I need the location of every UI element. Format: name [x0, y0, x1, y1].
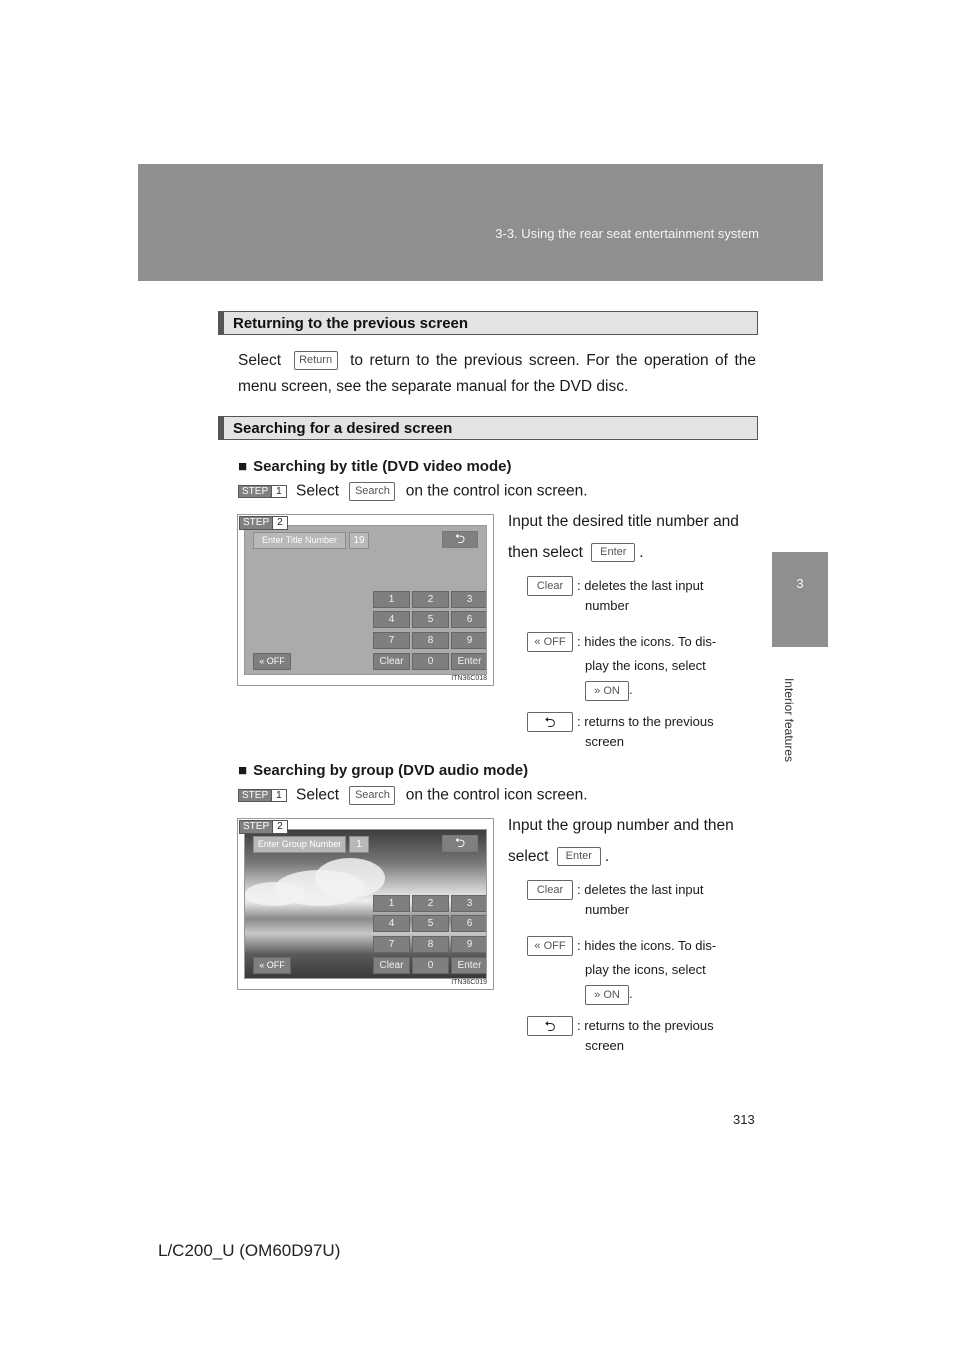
off-button[interactable]	[253, 653, 291, 670]
legend-line: play the icons, select	[585, 658, 706, 673]
key-8[interactable]: 8	[412, 632, 449, 649]
step-label: STEP	[239, 486, 271, 497]
instruction-text: Input the desired title number and then select	[508, 513, 739, 561]
key-3[interactable]: 3	[451, 895, 487, 912]
screenshot-title-number	[237, 514, 494, 686]
key-2[interactable]: 2	[412, 895, 449, 912]
rse-screen	[244, 525, 487, 675]
step-badge	[239, 820, 288, 834]
key-1[interactable]: 1	[373, 591, 410, 608]
step1-line	[296, 482, 588, 501]
step-label: STEP	[240, 821, 272, 833]
legend-line: screen	[585, 1038, 625, 1053]
chapter-label	[779, 655, 799, 785]
step1-line	[296, 786, 588, 805]
cloud-shape	[315, 858, 385, 898]
legend-colon: :	[577, 938, 581, 953]
key-0[interactable]: 0	[412, 653, 449, 670]
search-key: Search	[349, 482, 395, 501]
off-key-label: OFF	[543, 636, 566, 648]
key-6[interactable]: 6	[451, 915, 487, 932]
clear-key: Clear	[527, 576, 573, 596]
step-number: 1	[271, 790, 286, 801]
off-label: OFF	[266, 656, 285, 666]
header-band	[138, 164, 823, 281]
legend-line: number	[585, 902, 630, 917]
key-5[interactable]: 5	[412, 611, 449, 628]
step-text: Select	[296, 786, 340, 804]
legend-text	[577, 576, 757, 616]
double-chevron-left-icon: «	[534, 636, 541, 648]
key-7[interactable]: 7	[373, 632, 410, 649]
step-badge	[238, 789, 287, 802]
subheading-text: Searching by title (DVD video mode)	[253, 458, 512, 475]
double-chevron-right-icon: »	[594, 988, 601, 1001]
section-title: 3-3. Using the rear seat entertainment system	[495, 226, 759, 241]
search-key: Search	[349, 786, 395, 805]
key-enter[interactable]: Enter	[451, 957, 487, 974]
para-text: Select	[238, 352, 282, 369]
document-code: L/C200_U (OM60D97U)	[158, 1241, 341, 1260]
subheading-text: Searching by group (DVD audio mode)	[253, 762, 529, 779]
return-arrow-icon: ⮌	[527, 712, 573, 732]
step-number: 2	[272, 821, 287, 833]
legend-period: .	[629, 986, 633, 1001]
legend-return	[527, 712, 757, 754]
instruction-group: Input the group number and then select Enter .	[508, 817, 734, 865]
key-enter[interactable]: Enter	[451, 653, 487, 670]
on-key-label: ON	[603, 684, 620, 697]
para-text: to return to the previous screen. For the operation of the menu screen, see the separate manual for the DVD disc.	[238, 352, 757, 395]
figure-code: ITN36C019	[451, 979, 487, 986]
section-heading-return: Returning to the previous screen	[218, 311, 758, 335]
enter-key: Enter	[557, 847, 601, 866]
step-label: STEP	[240, 517, 272, 529]
key-1[interactable]: 1	[373, 895, 410, 912]
legend-colon: :	[577, 882, 581, 897]
legend-clear	[527, 576, 757, 618]
step-badge	[239, 516, 288, 530]
legend-text	[577, 1016, 757, 1056]
step-label: STEP	[239, 790, 271, 801]
key-9[interactable]: 9	[451, 632, 487, 649]
chapter-tab	[772, 552, 828, 647]
on-key-label: ON	[603, 988, 620, 1001]
return-paragraph	[238, 348, 756, 400]
key-9[interactable]: 9	[451, 936, 487, 953]
return-arrow-icon[interactable]: ⮌	[442, 835, 478, 852]
figure-code: ITN36C018	[451, 675, 487, 682]
legend-line: deletes the last input	[584, 578, 704, 593]
off-key-label: OFF	[543, 940, 566, 952]
double-chevron-left-icon: «	[534, 940, 541, 952]
key-5[interactable]: 5	[412, 915, 449, 932]
legend-text	[577, 712, 757, 752]
key-3[interactable]: 3	[451, 591, 487, 608]
step-badge	[238, 485, 287, 498]
key-2[interactable]: 2	[412, 591, 449, 608]
chapter-label-text: Interior features	[782, 677, 796, 763]
off-button[interactable]	[253, 957, 291, 974]
legend-line: deletes the last input	[584, 882, 704, 897]
step-text: Select	[296, 482, 340, 500]
key-6[interactable]: 6	[451, 611, 487, 628]
step-text: on the control icon screen.	[405, 482, 588, 500]
off-key	[527, 632, 573, 652]
legend-text	[577, 880, 757, 920]
legend-line: returns to the previous	[584, 714, 714, 729]
legend-colon: :	[577, 714, 581, 729]
step-number: 2	[272, 517, 287, 529]
off-label: OFF	[266, 960, 285, 970]
rse-screen-scenic	[244, 829, 487, 979]
subheading-title-search	[238, 458, 511, 475]
step-number: 1	[271, 486, 286, 497]
double-chevron-left-icon: «	[259, 656, 265, 666]
on-key	[585, 681, 629, 701]
enter-key: Enter	[591, 543, 635, 562]
legend-off	[527, 936, 757, 1008]
legend-colon: :	[577, 634, 581, 649]
key-8[interactable]: 8	[412, 936, 449, 953]
page-number: 313	[733, 1112, 755, 1127]
off-key	[527, 936, 573, 956]
legend-colon: :	[577, 1018, 581, 1033]
key-7[interactable]: 7	[373, 936, 410, 953]
key-clear[interactable]: Clear	[373, 653, 410, 670]
legend-clear	[527, 880, 757, 922]
section-heading-search: Searching for a desired screen	[218, 416, 758, 440]
subheading-group-search	[238, 762, 528, 779]
field-label: Enter Group Number	[253, 836, 346, 853]
double-chevron-right-icon: »	[594, 684, 601, 697]
key-0[interactable]: 0	[412, 957, 449, 974]
legend-line: hides the icons. To dis-	[584, 938, 717, 953]
clear-key: Clear	[527, 880, 573, 900]
legend-text	[577, 632, 757, 701]
double-chevron-left-icon: «	[259, 960, 265, 970]
field-value: 1	[349, 836, 369, 853]
step-text: on the control icon screen.	[405, 786, 588, 804]
screenshot-group-number	[237, 818, 494, 990]
return-arrow-icon: ⮌	[527, 1016, 573, 1036]
bullet-square: ■	[238, 762, 248, 779]
legend-line: returns to the previous	[584, 1018, 714, 1033]
instruction-text: Input the group number and then select	[508, 817, 734, 865]
legend-line: hides the icons. To dis-	[584, 634, 717, 649]
field-value: 19	[349, 532, 369, 549]
legend-text	[577, 936, 757, 1005]
return-key: Return	[294, 351, 338, 370]
legend-off	[527, 632, 757, 704]
legend-period: .	[629, 682, 633, 697]
key-4[interactable]: 4	[373, 915, 410, 932]
legend-line: number	[585, 598, 630, 613]
chapter-number: 3	[796, 576, 804, 591]
legend-colon: :	[577, 578, 581, 593]
legend-line: screen	[585, 734, 625, 749]
key-clear[interactable]: Clear	[373, 957, 410, 974]
cloud-shape	[245, 882, 305, 906]
bullet-square: ■	[238, 458, 248, 475]
on-key	[585, 985, 629, 1005]
field-label: Enter Title Number	[253, 532, 346, 549]
instruction-title: Input the desired title number and then select Enter .	[508, 513, 739, 561]
legend-return	[527, 1016, 757, 1058]
key-4[interactable]: 4	[373, 611, 410, 628]
legend-line: play the icons, select	[585, 962, 706, 977]
return-arrow-icon[interactable]: ⮌	[442, 531, 478, 548]
